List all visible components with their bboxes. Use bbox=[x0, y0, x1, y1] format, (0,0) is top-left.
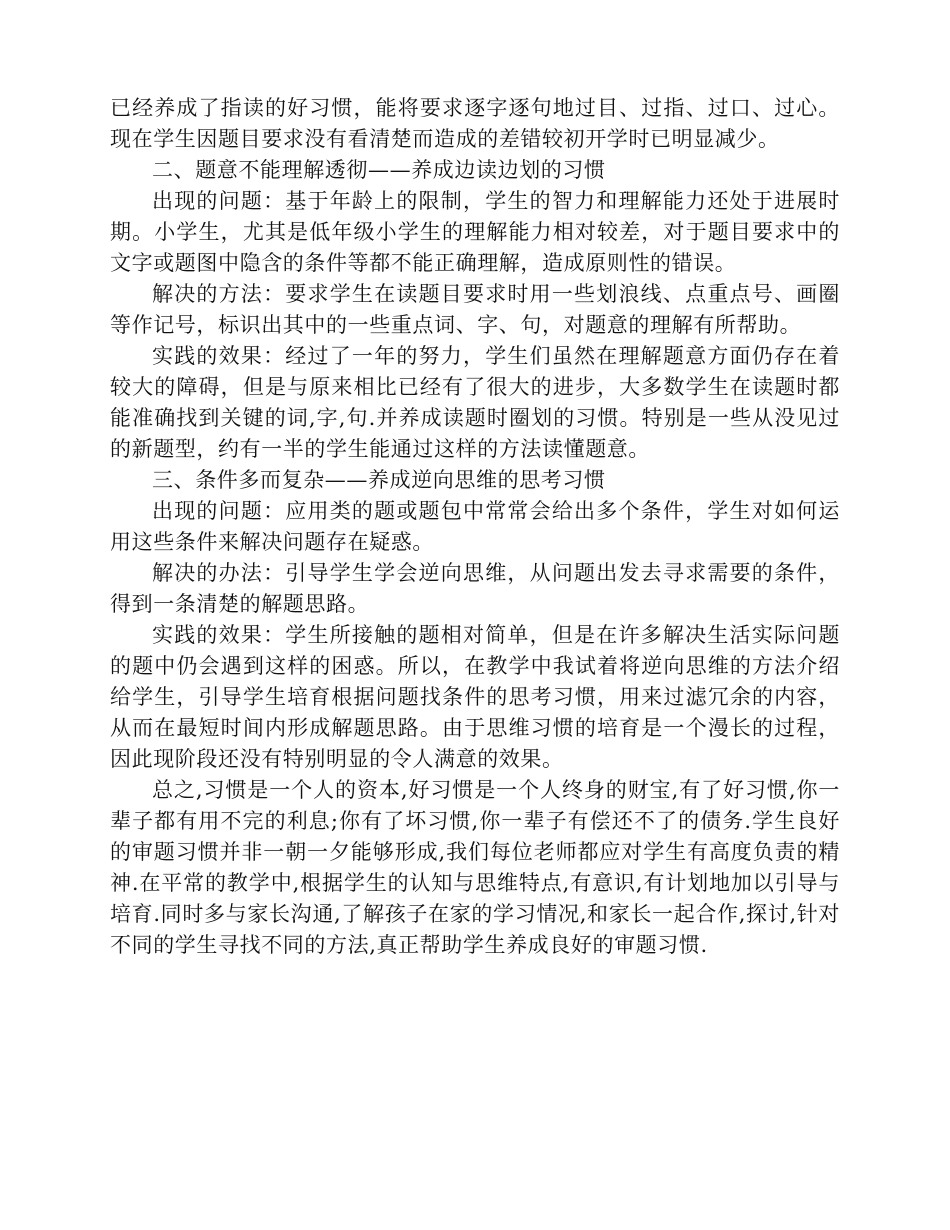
paragraph-result-3: 实践的效果：学生所接触的题相对简单，但是在许多解决生活实际问题的题中仍会遇到这样的困惑。所以，在教学中我试着将逆向思维的方法介绍给学生，引导学生培育根据问题找条件的思考习惯，用来过滤冗余的内容，从而在最短时间内形成解题思路。由于思维习惯的培育是一个漫长的过程，因此现阶段还没有特别明显的令人满意的效果。 bbox=[110, 623, 840, 771]
document-body bbox=[110, 93, 840, 961]
section-heading-3: 三、条件多而复杂——养成逆向思维的思考习惯 bbox=[152, 468, 606, 492]
section-heading-2: 二、题意不能理解透彻——养成边读边划的习惯 bbox=[152, 158, 606, 182]
paragraph-method-2: 解决的方法：要求学生在读题目要求时用一些划浪线、点重点号、画圈等作记号，标识出其中的一些重点词、字、句，对题意的理解有所帮助。 bbox=[110, 282, 840, 337]
paragraph-conclusion: 总之,习惯是一个人的资本,好习惯是一个人终身的财宝,有了好习惯,你一辈子都有用不完的利息;你有了坏习惯,你一辈子有偿还不了的债务.学生良好的审题习惯并非一朝一夕能够形成,我们每位老师都应对学生有高度负责的精神.在平常的教学中,根据学生的认知与思维特点,有意识,有计划地加以引导与培育.同时多与家长沟通,了解孩子在家的学习情况,和家长一起合作,探讨,针对不同的学生寻找不同的方法,真正帮助学生养成良好的审题习惯. bbox=[110, 778, 840, 957]
paragraph-habit-result-continued: 已经养成了指读的好习惯，能将要求逐字逐句地过目、过指、过口、过心。现在学生因题目要求没有看清楚而造成的差错较初开学时已明显减少。 bbox=[110, 96, 840, 151]
paragraph-problem-3: 出现的问题：应用类的题或题包中常常会给出多个条件，学生对如何运用这些条件来解决问题存在疑惑。 bbox=[110, 499, 840, 554]
paragraph-method-3: 解决的办法：引导学生学会逆向思维，从问题出发去寻求需要的条件，得到一条清楚的解题思路。 bbox=[110, 561, 840, 616]
paragraph-problem-2: 出现的问题：基于年龄上的限制，学生的智力和理解能力还处于进展时期。小学生，尤其是低年级小学生的理解能力相对较差，对于题目要求中的文字或题图中隐含的条件等都不能正确理解，造成原则性的错误。 bbox=[110, 189, 840, 275]
paragraph-result-2: 实践的效果：经过了一年的努力，学生们虽然在理解题意方面仍存在着较大的障碍，但是与原来相比已经有了很大的进步，大多数学生在读题时都能准确找到关键的词,字,句.并养成读题时圈划的习惯。特别是一些从没见过的新题型，约有一半的学生能通过这样的方法读懂题意。 bbox=[110, 344, 840, 461]
